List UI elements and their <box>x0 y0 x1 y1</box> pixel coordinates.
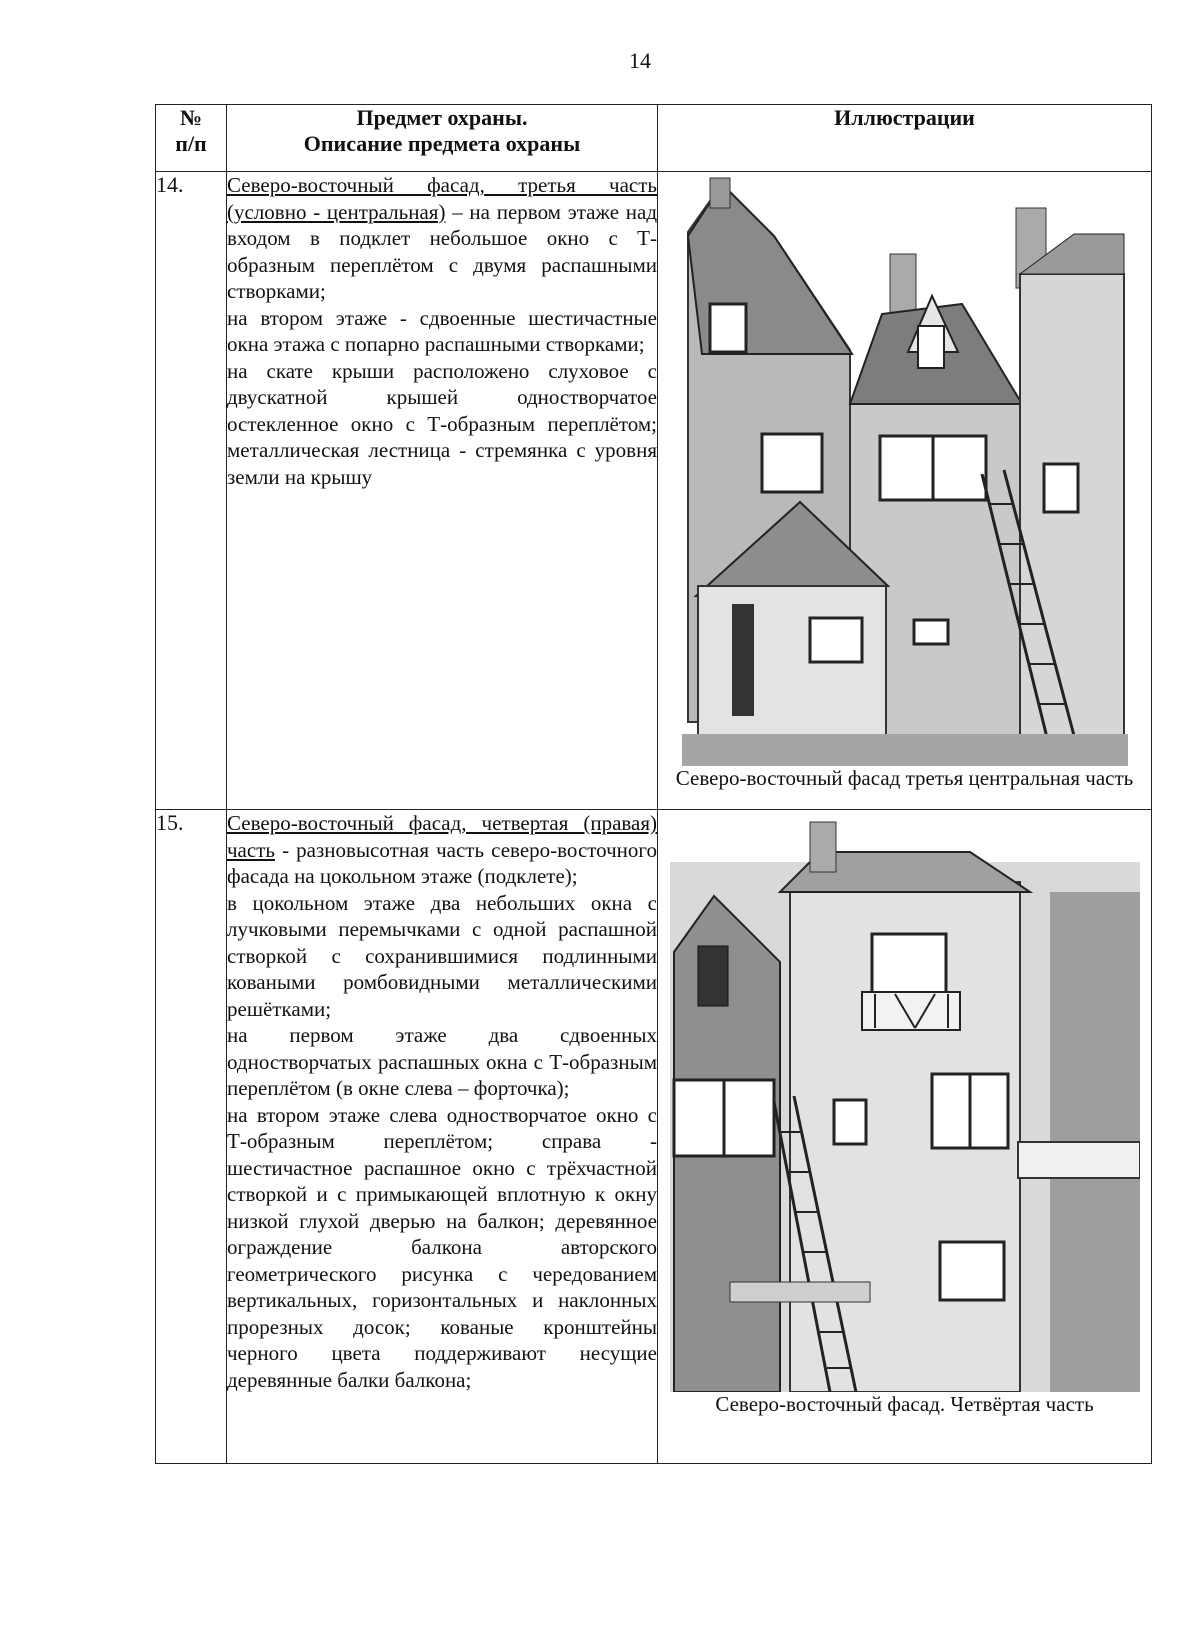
table-header-row <box>156 105 1152 172</box>
table-row <box>156 172 1152 810</box>
row-illustration <box>658 810 1152 1464</box>
header-number: № п/п <box>156 105 227 172</box>
facade-photo <box>670 812 1140 1392</box>
row-illustration <box>658 172 1152 810</box>
protection-table <box>155 104 1152 1464</box>
table-row <box>156 810 1152 1464</box>
row-number: 14. <box>156 172 227 810</box>
header-illustrations: Иллюстрации <box>658 105 1152 172</box>
item-title: Северо-восточный фасад, четвертая (правая) часть <box>227 811 657 862</box>
row-number: 15. <box>156 810 227 1464</box>
page-number: 14 <box>629 48 651 73</box>
header-description: Предмет охраны. Описание предмета охраны <box>227 105 658 172</box>
illustration-caption: Северо-восточный фасад третья центральная часть <box>675 766 1134 790</box>
illustration-caption: Северо-восточный фасад. Четвёртая часть <box>715 1392 1094 1416</box>
facade-photo <box>682 174 1128 766</box>
row-description: Северо-восточный фасад, третья часть (условно - центральная) – на первом этаже над входом в подклет небольшое окно с Т-образным переплётом с двумя распашными створками; на втором этаже - сдвоенные шестичастные окна этажа с попарно распашными створками; на скате крыши расположено слуховое с двускатной крышей одностворчатое остекленное окно с Т-образным переплётом; металлическая лестница - стремянка с уровня земли на крышу <box>227 172 658 810</box>
row-description: Северо-восточный фасад, четвертая (правая) часть - разновысотная часть северо-восточного фасада на цокольном этаже (подклете); в цокольном этаже два небольших окна с лучковыми перемычками с одной распашной створкой с сохранившимися подлинными коваными ромбовидными металлическими решётками; на первом этаже два сдвоенных одностворчатых распашных окна с Т-образным переплётом (в окне слева – форточка); на втором этаже слева одностворчатое окно с Т-образным переплётом; справа - шестичастное распашное окно с трёхчастной створкой и с примыкающей вплотную к окну низкой глухой дверью на балкон; деревянное ограждение балкона авторского геометрического рисунка с чередованием вертикальных, горизонтальных и наклонных прорезных досок; кованые кронштейны черного цвета поддерживают несущие деревянные балки балкона; <box>227 810 658 1464</box>
item-title: Северо-восточный фасад, третья часть (условно - центральная) <box>227 173 657 224</box>
